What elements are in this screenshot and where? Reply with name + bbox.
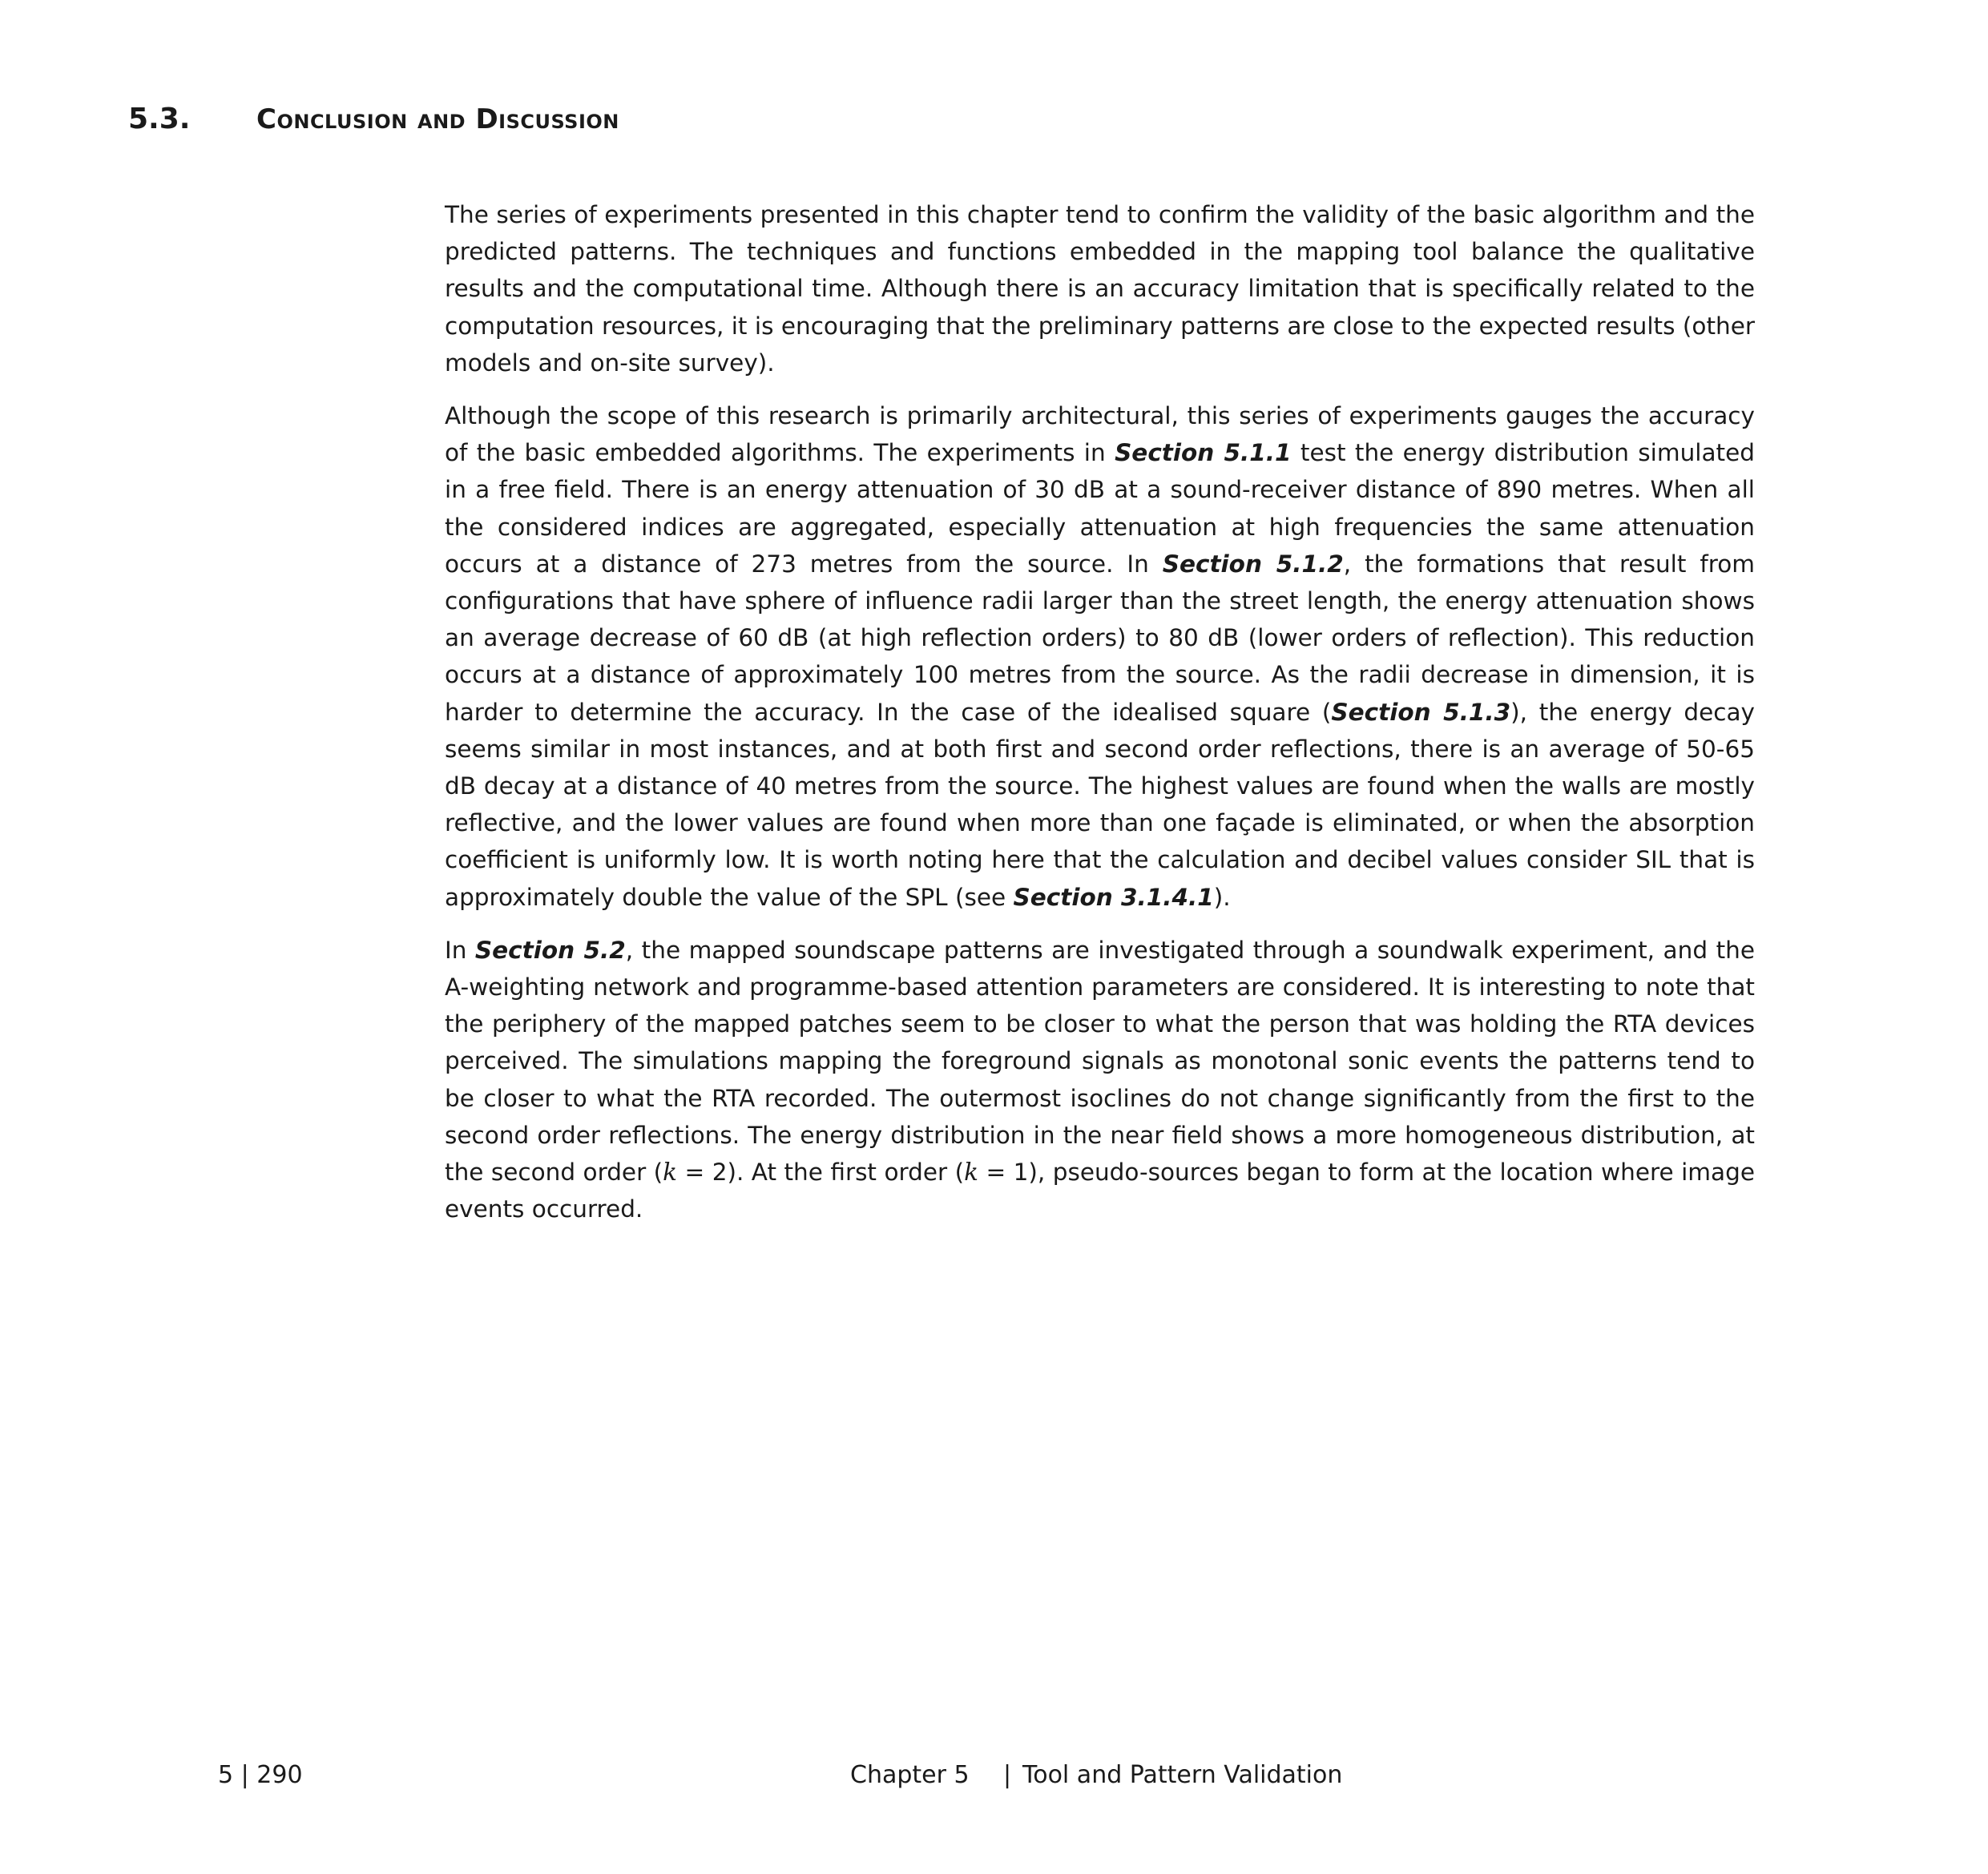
section-number: 5.3. [128,103,191,135]
paragraph-1 [445,196,1755,381]
paragraph-text: = 2). At the first order ( [677,1159,965,1187]
paragraph-text: The series of experiments presented in this chapter tend to confirm the validity of the basic algorithm and the predicted patterns. The techniques and functions embedded in the mapping tool balance the qualitative results and the computational time. Although there is an accuracy limitation that is specifically related to the computation resources, it is encouraging that the preliminary patterns are close to the expected results (other models and on-site survey). [445,201,1755,377]
section-reference: Section 5.1.2 [1162,550,1344,578]
paragraph-text: , the formations that result from configurations that have sphere of influence radii larger than the street length, the energy attenuation shows an average decrease of 60 dB (at high reflection orders) to 80 dB (lower orders of reflection). This reduction occurs at a distance of approximately 100 metres from the source. As the radii decrease in dimension, it is harder to determine the accuracy. In the case of the idealised square ( [445,550,1755,726]
body-text [445,196,1755,1243]
math-variable: k [964,1159,978,1187]
section-reference: Section 5.1.3 [1331,698,1511,726]
footer-chapter-title: Tool and Pattern Validation [1022,1761,1343,1789]
paragraph-text: Although the scope of this research is primarily architectural, this series of experiments gauges the accuracy of the basic embedded algorithms. The experiments in [445,402,1755,467]
footer-separator: | [1003,1761,1012,1789]
paragraph-text: , the mapped soundscape patterns are investigated through a soundwalk experiment, and the A-weighting network and programme-based attention parameters are considered. It is interesting to note that the periphery of the mapped patches seem to be closer to what the person that was holding the RTA devices perceived. The simulations mapping the foreground signals as monotonal sonic events the patterns tend to be closer to what the RTA recorded. The outermost isoclines do not change significantly from the first to the second order reflections. The energy distribution in the near field shows a more homogeneous distribution, at the second order ( [445,936,1755,1187]
paragraph-text: ). [1213,883,1231,911]
section-reference: Section 3.1.4.1 [1013,883,1214,911]
page-footer [0,1761,1988,1796]
section-reference: Section 5.2 [474,936,626,964]
paragraph-2 [445,397,1755,916]
page-number: 5 | 290 [218,1761,303,1789]
paragraph-text: ), the energy decay seems similar in most instances, and at both first and second order reflections, there is an average of 50-65 dB decay at a distance of 40 metres from the source. The highest values are found when the walls are mostly reflective, and the lower values are found when more than one façade is eliminated, or when the absorption coefficient is uniformly low. It is worth noting here that the calculation and decibel values consider SIL that is approximately double the value of the SPL (see [445,698,1755,911]
section-heading [128,103,619,135]
section-reference: Section 5.1.1 [1115,439,1292,467]
math-variable: k [663,1159,678,1187]
paragraph-3 [445,932,1755,1228]
footer-chapter: Chapter 5 [850,1761,970,1789]
section-title: Conclusion and Discussion [256,103,619,135]
paragraph-text: In [445,936,475,964]
paragraph-text: test the energy distribution simulated in a free field. There is an energy attenuation of 30 dB at a sound-receiver distance of 890 metres. When all the considered indices are aggregated, especially attenuation at high frequencies the same attenuation occurs at a distance of 273 metres from the source. In [445,439,1755,578]
paragraph-text: = 1), pseudo-sources began to form at the location where image events occurred. [445,1159,1755,1223]
